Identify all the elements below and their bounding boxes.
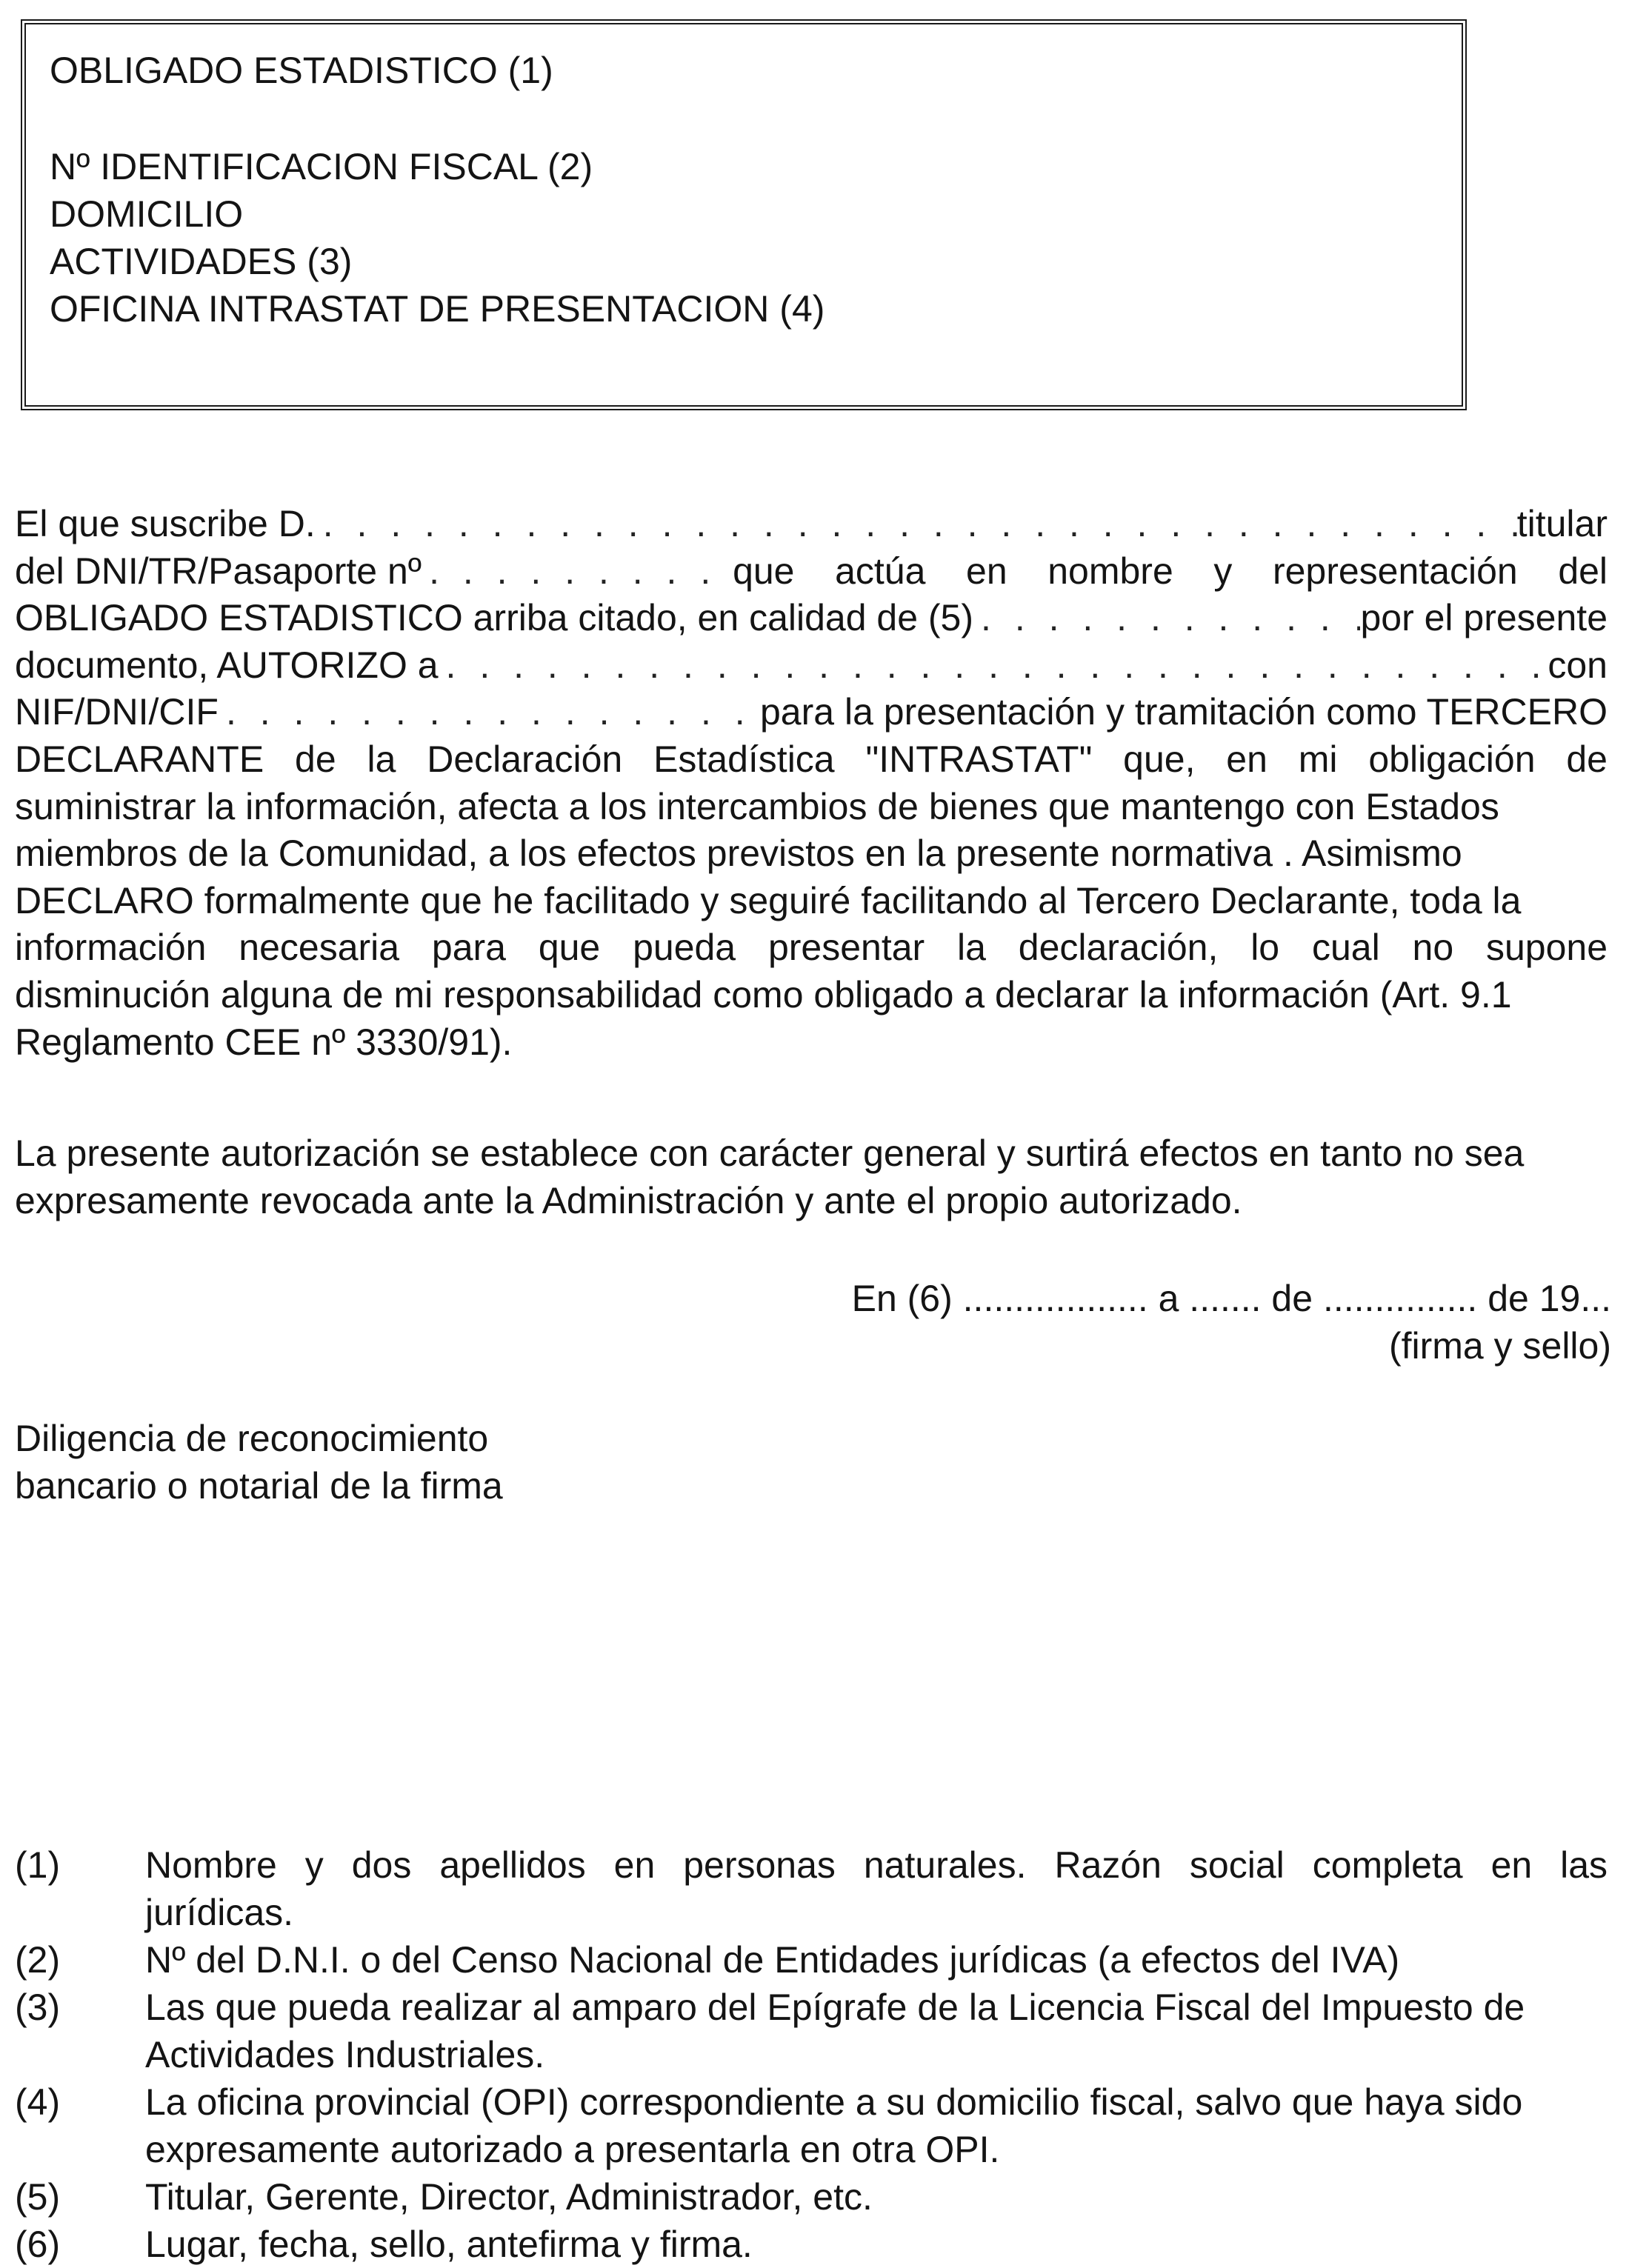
paragraph-line: miembros de la Comunidad, a los efectos previstos en la presente normativa . Asimismo — [15, 833, 1462, 875]
fill-in-dots — [973, 595, 1360, 642]
paragraph-line — [15, 501, 1608, 548]
fill-in-dots — [219, 689, 760, 736]
footnote-item — [15, 1841, 1608, 1936]
actividades-label: ACTIVIDADES (3) — [50, 241, 353, 282]
paragraph-line: suministrar la información, afecta a los intercambios de bienes que mantengo con Estados — [15, 785, 1499, 827]
footnote-item — [15, 1984, 1608, 2078]
footnote-line: Actividades Industriales. — [145, 2034, 545, 2075]
word: en — [1490, 1844, 1533, 1886]
paragraph-line — [15, 595, 1608, 642]
text-fragment: El que suscribe D. — [15, 503, 316, 544]
word: de — [1566, 738, 1608, 780]
text-fragment: documento, AUTORIZO a — [15, 644, 439, 686]
text-fragment: por el presente — [1360, 597, 1608, 639]
word: en — [1226, 738, 1267, 780]
footnote-text — [145, 2078, 1608, 2173]
footnote-line: Nº del D.N.I. o del Censo Nacional de Entidades jurídicas (a efectos del IVA) — [145, 1939, 1400, 1981]
footnote-line: Las que pueda realizar al amparo del Epígrafe de la Licencia Fiscal del Impuesto de — [145, 1987, 1525, 2028]
footnote-item — [15, 2078, 1608, 2173]
footnote-line: Titular, Gerente, Director, Administrador, etc. — [145, 2176, 873, 2218]
word: nombre — [1047, 550, 1173, 592]
footnote-line — [145, 1841, 1608, 1889]
nif-label: Nº IDENTIFICACION FISCAL (2) — [50, 146, 593, 187]
word: del — [1558, 550, 1608, 592]
footnote-number: (4) — [15, 2081, 61, 2123]
word: completa — [1312, 1844, 1463, 1886]
word: naturales. — [863, 1844, 1027, 1886]
footnote-text — [145, 2221, 1608, 2268]
text-fragment: titular — [1516, 503, 1608, 544]
word: personas — [683, 1844, 836, 1886]
paragraph-line — [15, 924, 1608, 972]
footnote-item — [15, 1936, 1608, 1984]
footnote-line: Lugar, fecha, sello, antefirma y firma. — [145, 2224, 753, 2265]
footnote-line: expresamente autorizado a presentarla en otra OPI. — [145, 2129, 1000, 2170]
word: información — [15, 927, 207, 969]
word: Declaración — [427, 738, 623, 780]
footnote-text — [145, 1936, 1608, 1984]
word: obligación — [1368, 738, 1536, 780]
fill-in-dots — [422, 548, 733, 596]
word: supone — [1485, 927, 1608, 969]
domicilio-label: DOMICILIO — [50, 193, 244, 235]
word: no — [1412, 927, 1454, 969]
text-fragment: del DNI/TR/Pasaporte nº — [15, 550, 422, 592]
text-fragment: para la presentación y tramitación como TERCERO — [760, 691, 1608, 733]
word: DECLARANTE — [15, 738, 264, 780]
word: dos — [351, 1844, 412, 1886]
header-gap — [50, 94, 1447, 143]
word: social — [1189, 1844, 1285, 1886]
diligencia-block — [15, 1415, 503, 1510]
text-fragment: OBLIGADO ESTADISTICO arriba citado, en calidad de (5) — [15, 597, 974, 639]
word: Razón — [1054, 1844, 1162, 1886]
fill-in-dots — [439, 642, 1548, 690]
footnote-text — [145, 1984, 1608, 2078]
footnote-text — [145, 1841, 1608, 1936]
paragraph-line — [15, 642, 1608, 690]
paragraph-line: expresamente revocada ante la Administración y ante el propio autorizado. — [15, 1179, 1242, 1221]
word: las — [1560, 1844, 1608, 1886]
text-fragment: NIF/DNI/CIF — [15, 691, 219, 733]
word: Estadística — [653, 738, 835, 780]
word: pueda — [633, 927, 736, 969]
obligado-estadistico-label: OBLIGADO ESTADISTICO (1) — [50, 50, 553, 91]
word: apellidos — [439, 1844, 586, 1886]
oficina-intrastat-label: OFICINA INTRASTAT DE PRESENTACION (4) — [50, 288, 825, 330]
header-box-content — [50, 47, 1447, 333]
word: que — [733, 550, 795, 592]
word: declaración, — [1018, 927, 1219, 969]
paragraph-line — [15, 689, 1608, 736]
word: representación — [1272, 550, 1518, 592]
word: actúa — [835, 550, 926, 592]
obligado-header-box — [21, 19, 1467, 410]
footnote-text — [145, 2173, 1608, 2221]
footnote-item — [15, 2173, 1608, 2221]
paragraph-line — [15, 548, 1608, 596]
word: para — [431, 927, 506, 969]
word: en — [613, 1844, 656, 1886]
signature-note: (firma y sello) — [1388, 1325, 1611, 1367]
word: cual — [1311, 927, 1380, 969]
paragraph-line — [15, 736, 1608, 784]
word: presentar — [767, 927, 925, 969]
authorization-paragraph — [15, 501, 1608, 1066]
diligencia-line: Diligencia de reconocimiento — [15, 1418, 489, 1459]
paragraph-line: Reglamento CEE nº 3330/91). — [15, 1021, 513, 1063]
word: la — [957, 927, 986, 969]
paragraph-line: disminución alguna de mi responsabilidad como obligado a declarar la información (Art. 9.1 — [15, 973, 1512, 1015]
fill-in-dots — [316, 501, 1517, 548]
paragraph-line: La presente autorización se establece con carácter general y surtirá efectos en tanto no sea — [15, 1133, 1525, 1174]
footnote-number: (2) — [15, 1939, 61, 1981]
word: "INTRASTAT" — [865, 738, 1093, 780]
text-fragment: con — [1548, 644, 1608, 686]
word: Nombre — [145, 1844, 277, 1886]
footnote-number: (5) — [15, 2176, 61, 2218]
footnote-item — [15, 2221, 1608, 2268]
word: la — [367, 738, 396, 780]
word: que, — [1123, 738, 1196, 780]
paragraph-line: DECLARO formalmente que he facilitado y seguiré facilitando al Tercero Declarante, toda la — [15, 879, 1522, 921]
diligencia-line: bancario o notarial de la firma — [15, 1465, 503, 1507]
word: y — [1213, 550, 1233, 592]
word: mi — [1298, 738, 1338, 780]
place-date-line: En (6) .................. a ....... de ............... de 19... — [851, 1278, 1611, 1319]
word: lo — [1250, 927, 1280, 969]
word: en — [966, 550, 1007, 592]
validity-paragraph — [15, 1130, 1608, 1224]
word: y — [304, 1844, 324, 1886]
word: necesaria — [239, 927, 400, 969]
word: de — [295, 738, 336, 780]
footnote-line: La oficina provincial (OPI) correspondiente a su domicilio fiscal, salvo que haya sido — [145, 2081, 1523, 2123]
footnotes — [15, 1841, 1608, 2268]
word: que — [538, 927, 601, 969]
footnote-line: jurídicas. — [145, 1892, 294, 1933]
footnote-number: (3) — [15, 1987, 61, 2028]
footnote-number: (1) — [15, 1844, 61, 1886]
footnote-number: (6) — [15, 2224, 61, 2265]
